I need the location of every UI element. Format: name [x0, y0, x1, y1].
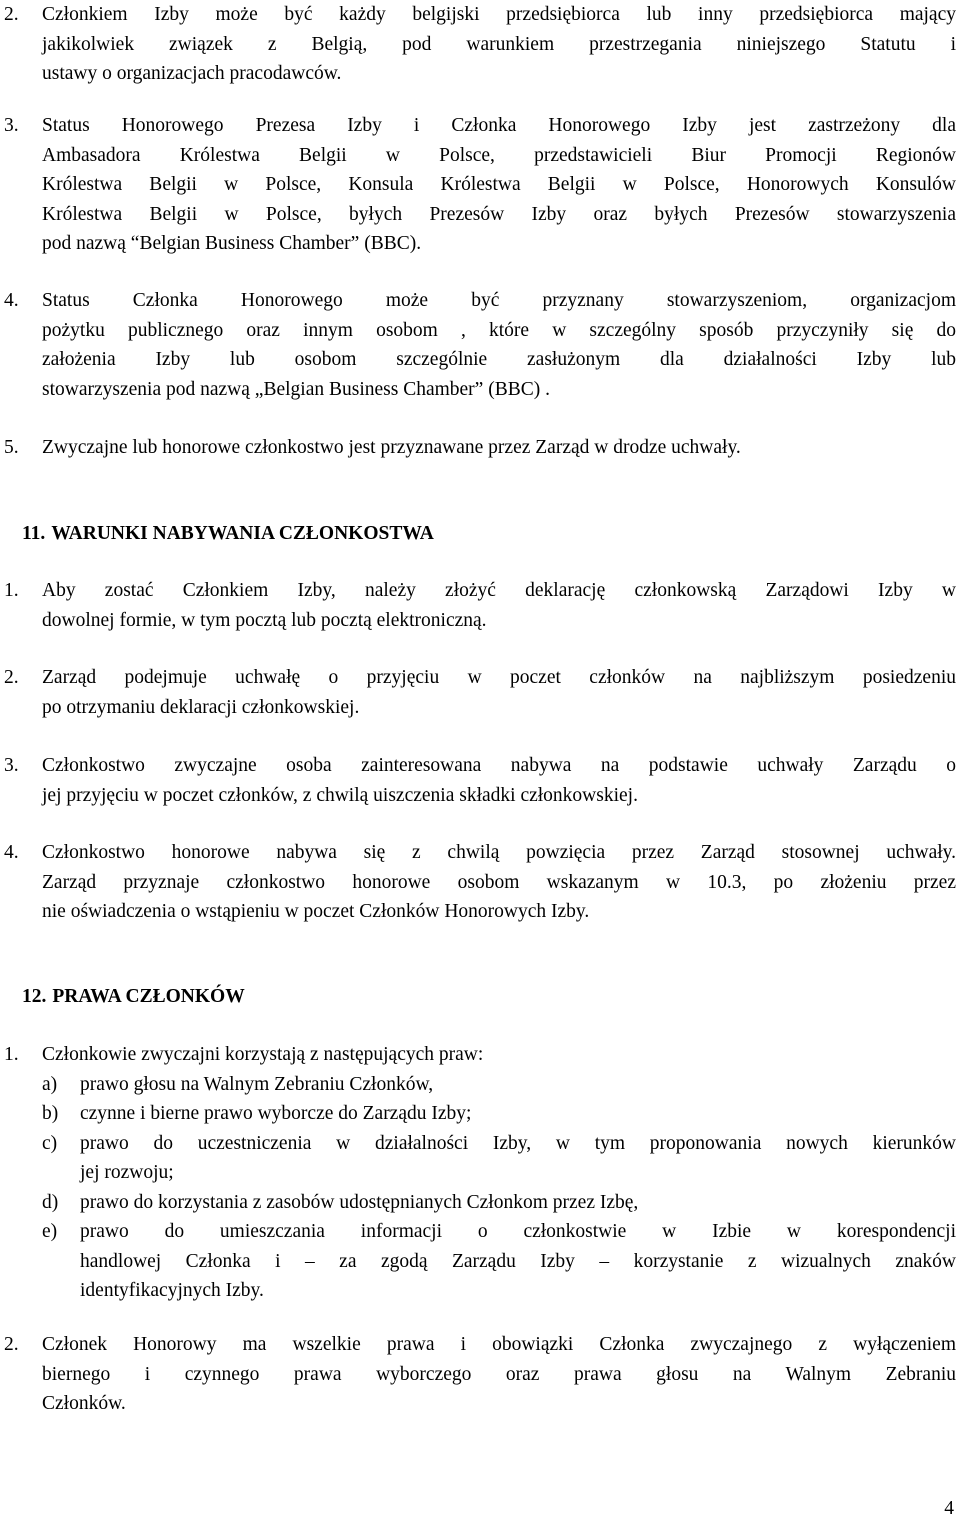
text-line: Członek Honorowy ma wszelkie prawa i obowiązki Członka zwyczajnego z wyłączeniem [42, 1334, 956, 1355]
text-line: Członkostwo zwyczajne osoba zainteresowana nabywa na podstawie uchwały Zarządu o [42, 755, 956, 776]
text-line: nie oświadczenia o wstąpieniu w poczet Członków Honorowych Izby. [42, 901, 590, 922]
list-item-label: a) [42, 1073, 58, 1095]
text-line: jakikolwiek związek z Belgią, pod warunkiem przestrzegania niniejszego Statutu i [42, 33, 956, 55]
paragraph-number: 1. [4, 580, 19, 601]
list-item-label: b) [42, 1103, 59, 1124]
text-line: Królestwa Belgii w Polsce, byłych Prezesów Izby oraz byłych Prezesów stowarzyszenia [42, 203, 956, 225]
paragraph-number: 2. [4, 4, 19, 25]
text-line: Ambasadora Królestwa Belgii w Polsce, przedstawicieli Biur Promocji Regionów [42, 144, 956, 166]
list-item-label: c) [42, 1132, 58, 1154]
list-item-label: e) [42, 1221, 58, 1242]
section-number: 11. [22, 523, 46, 544]
paragraph-11-3 [0, 751, 960, 810]
paragraph-number: 4. [4, 842, 19, 863]
paragraph-10-2 [0, 0, 960, 89]
page-number: 4 [944, 1498, 954, 1519]
text-line: pod nazwą “Belgian Business Chamber” (BBC). [42, 233, 422, 254]
text-line: prawo głosu na Walnym Zebraniu Członków, [80, 1073, 434, 1095]
text-line: pożytku publicznego oraz innym osobom , które w szczególny sposób przyczyniły się do [42, 319, 956, 341]
paragraph-number: 2. [4, 667, 19, 688]
text-line: ustawy o organizacjach pracodawców. [42, 63, 342, 84]
text-line: handlowej Członka i – za zgodą Zarządu Izby – korzystanie z wizualnych znaków [80, 1250, 956, 1272]
text-line: biernego i czynnego prawa wyborczego oraz prawa głosu na Walnym Zebraniu [42, 1363, 956, 1385]
list-item [42, 1099, 956, 1129]
paragraph-10-5 [0, 433, 960, 463]
text-line: Członkiem Izby może być każdy belgijski przedsiębiorca lub inny przedsiębiorca mający [42, 4, 956, 25]
section-number: 12. [22, 986, 47, 1007]
paragraph-number: 1. [4, 1044, 19, 1065]
paragraph-12-1 [0, 1040, 960, 1306]
paragraph-number: 3. [4, 755, 19, 776]
paragraph-11-1 [0, 576, 960, 635]
section-title: PRAWA CZŁONKÓW [52, 986, 245, 1007]
text-line: Zarząd podejmuje uchwałę o przyjęciu w poczet członków na najbliższym posiedzeniu [42, 667, 956, 688]
text-line: prawo do uczestniczenia w działalności Izby, w tym proponowania nowych kierunków [80, 1132, 956, 1154]
section-heading-11 [22, 519, 434, 549]
text-line: Zarząd przyznaje członkostwo honorowe osobom wskazanym w 10.3, po złożeniu przez [42, 871, 956, 893]
paragraph-number: 4. [4, 290, 19, 311]
text-line: Zwyczajne lub honorowe członkostwo jest przyznawane przez Zarząd w drodze uchwały. [42, 437, 741, 458]
text-line: Aby zostać Członkiem Izby, należy złożyć deklarację członkowską Zarządowi Izby w [42, 580, 956, 601]
text-line: założenia Izby lub osobom szczególnie zasłużonym dla działalności Izby lub [42, 349, 956, 370]
paragraph-11-4 [0, 838, 960, 927]
paragraph-10-4 [0, 286, 960, 404]
paragraph-12-2 [0, 1330, 960, 1419]
text-line: Status Członka Honorowego może być przyznany stowarzyszeniom, organizacjom [42, 290, 956, 311]
text-line: jej rozwoju; [80, 1162, 174, 1183]
paragraph-number: 2. [4, 1334, 19, 1355]
section-title: WARUNKI NABYWANIA CZŁONKOSTWA [51, 523, 434, 544]
rights-list [0, 1070, 956, 1306]
text-line: Status Honorowego Prezesa Izby i Członka Honorowego Izby jest zastrzeżony dla [42, 115, 956, 136]
text-line: Królestwa Belgii w Polsce, Konsula Królestwa Belgii w Polsce, Honorowych Konsulów [42, 174, 956, 195]
text-line: dowolnej formie, w tym pocztą lub pocztą elektroniczną. [42, 609, 487, 631]
paragraph-10-3 [0, 111, 960, 259]
list-item [42, 1217, 956, 1306]
list-item [42, 1070, 956, 1100]
text-line: prawo do umieszczania informacji o członkostwie w Izbie w korespondencji [80, 1221, 956, 1242]
text-line: czynne i bierne prawo wyborcze do Zarządu Izby; [80, 1103, 472, 1124]
text-line: po otrzymaniu deklaracji członkowskiej. [42, 696, 360, 718]
list-intro: Członkowie zwyczajni korzystają z następujących praw: [42, 1044, 484, 1065]
paragraph-number: 3. [4, 115, 19, 136]
section-heading-12 [22, 982, 245, 1012]
text-line: Członków. [42, 1393, 126, 1414]
paragraph-number: 5. [4, 437, 19, 458]
list-item [42, 1129, 956, 1188]
text-line: jej przyjęciu w poczet członków, z chwilą uiszczenia składki członkowskiej. [42, 784, 638, 806]
paragraph-11-2 [0, 663, 960, 722]
text-line: identyfikacyjnych Izby. [80, 1280, 264, 1301]
text-line: stowarzyszenia pod nazwą „Belgian Business Chamber” (BBC) . [42, 378, 550, 400]
list-item-label: d) [42, 1191, 59, 1213]
text-line: prawo do korzystania z zasobów udostępnianych Członkom przez Izbę, [80, 1191, 639, 1213]
list-item [42, 1188, 956, 1218]
text-line: Członkostwo honorowe nabywa się z chwilą powzięcia przez Zarząd stosownej uchwały. [42, 842, 956, 863]
